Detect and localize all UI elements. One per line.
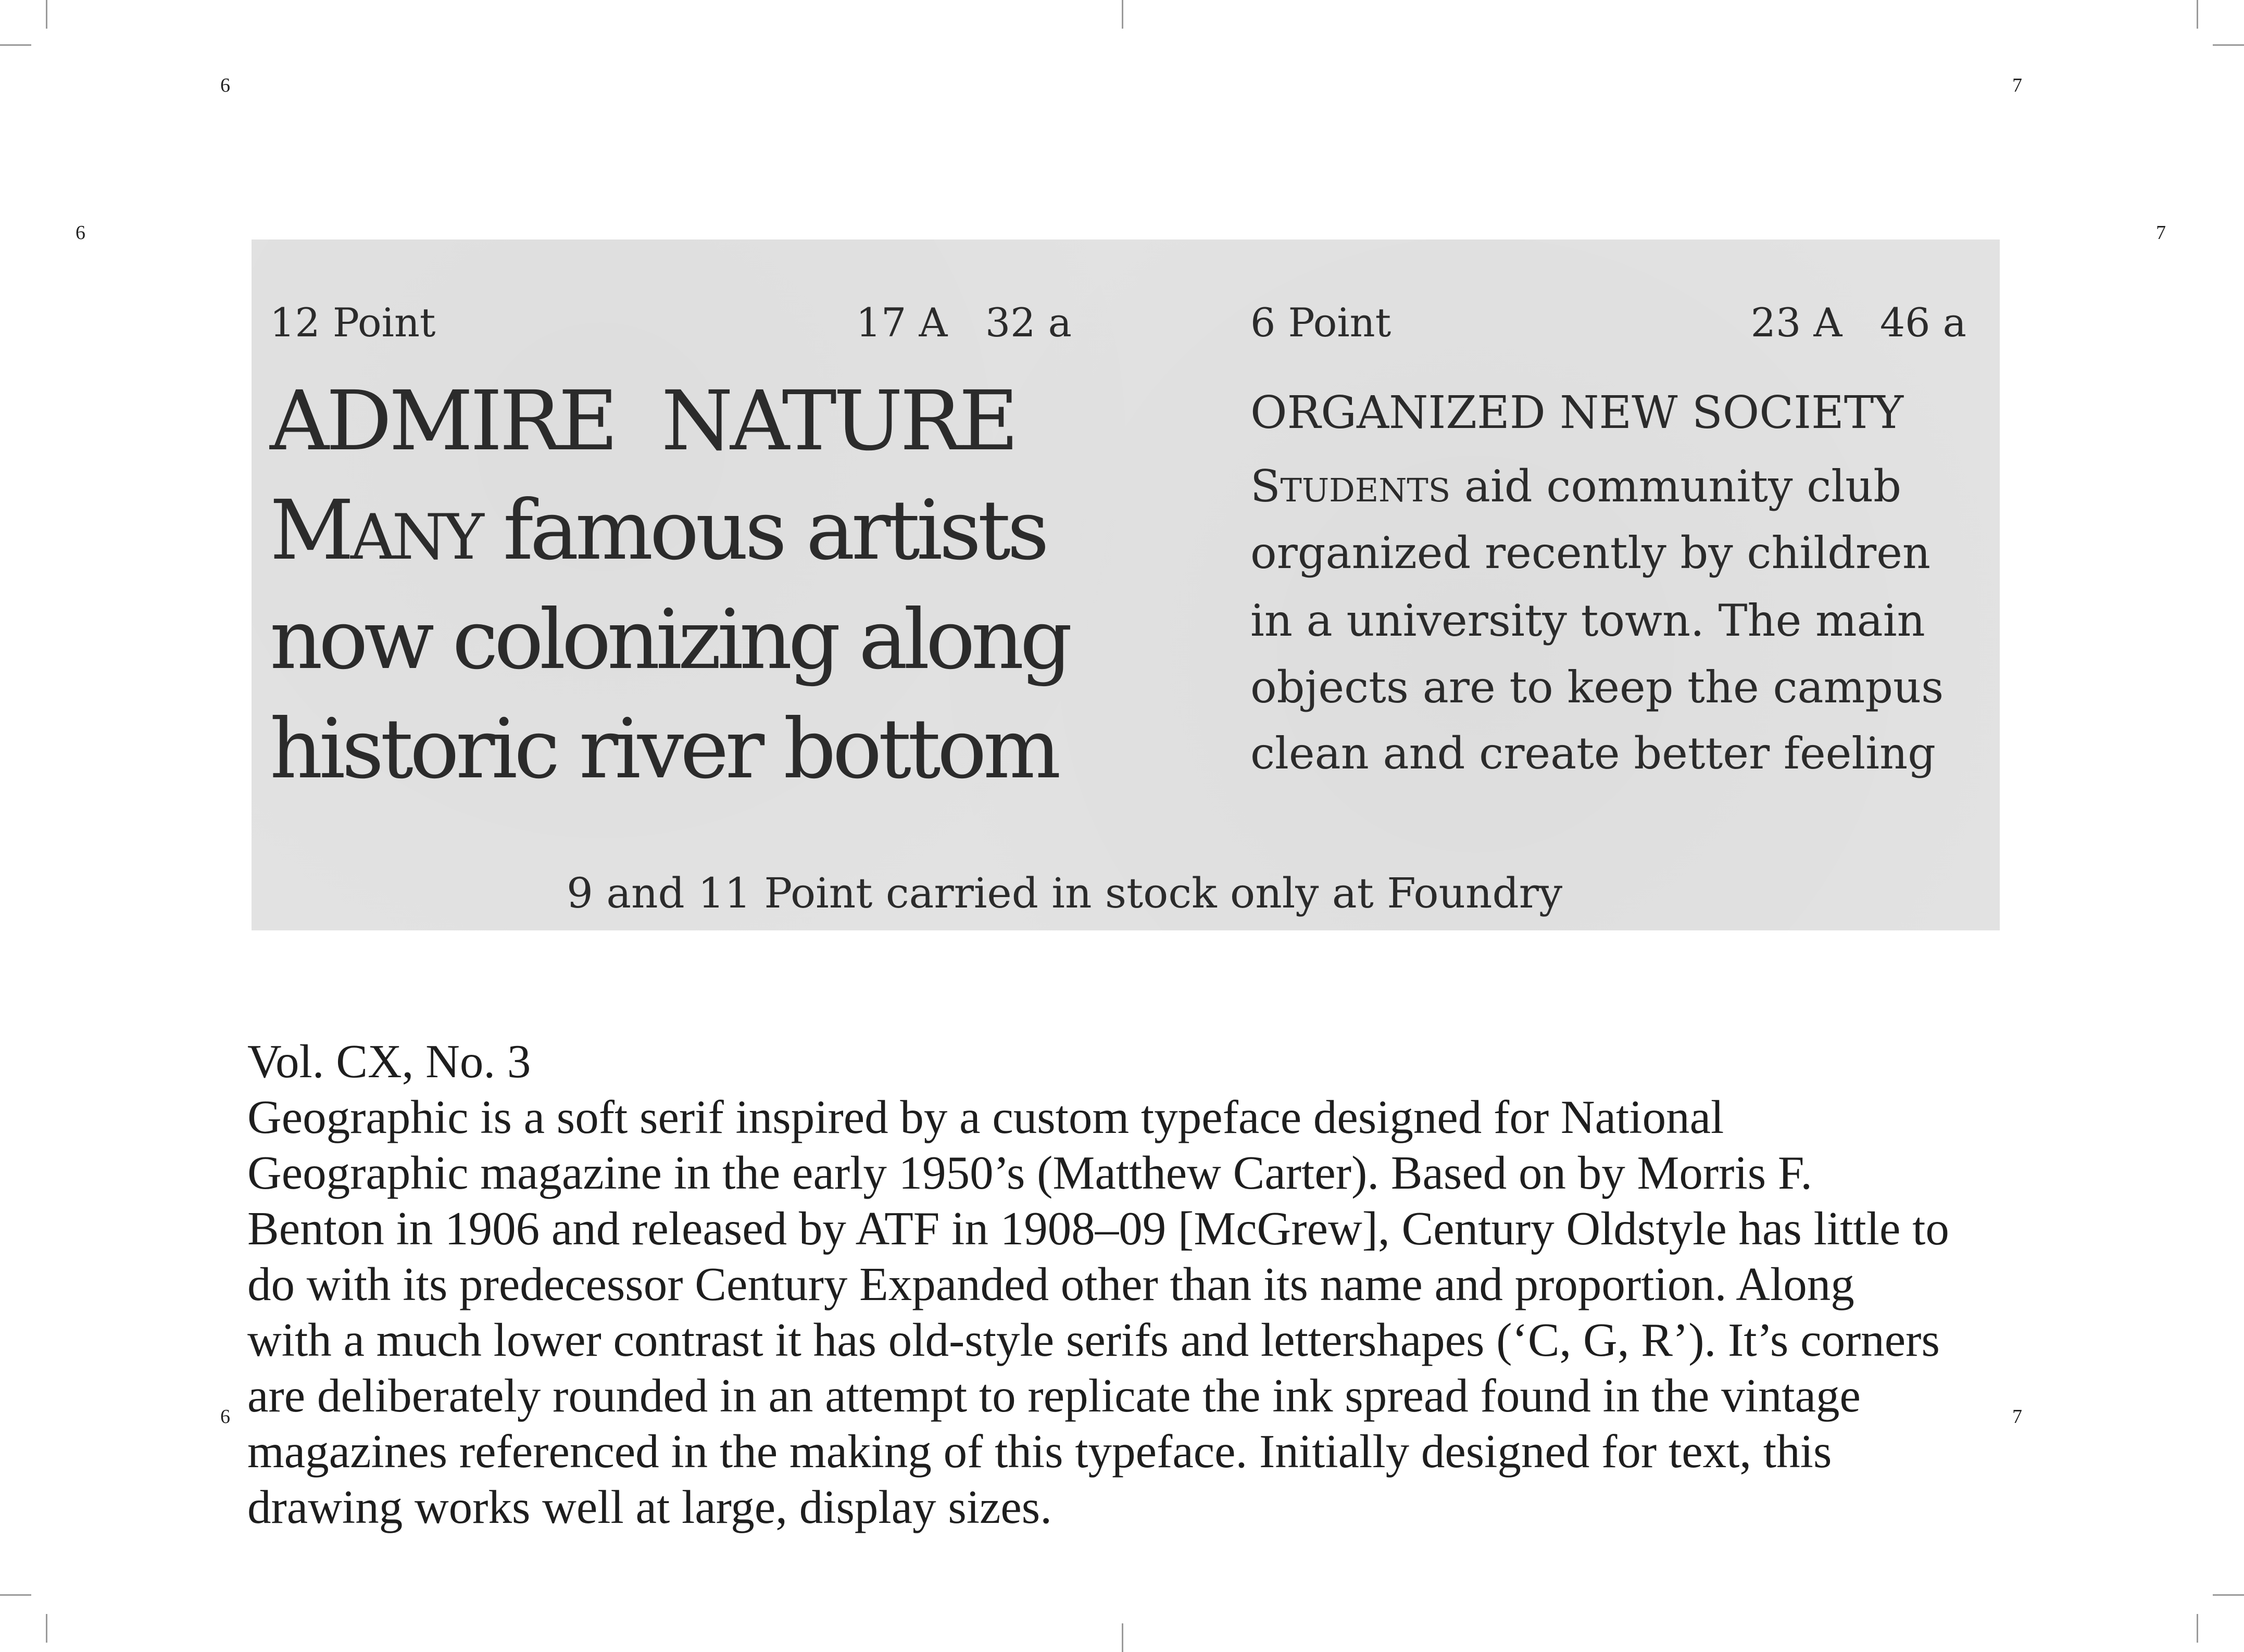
specimen-line: now colonizing along (270, 592, 1069, 688)
crop-mark (46, 1614, 47, 1643)
specimen-header (270, 299, 1072, 346)
caption-line: magazines referenced in the making of this typeface. Initially designed for text, this (247, 1425, 1832, 1478)
caption-line: Geographic magazine in the early 1950’s (Matthew Carter). Based on by Morris F. (247, 1146, 1812, 1199)
small-caps: ANY (350, 501, 481, 574)
crop-mark (1122, 1623, 1123, 1652)
caption-line: Geographic is a soft serif inspired by a custom typeface designed for National (247, 1091, 1724, 1143)
font-count-label: 17 A 32 a (856, 299, 1072, 346)
crop-mark (2213, 1594, 2244, 1596)
caption-block (247, 1033, 2070, 1535)
small-caps: TUDENTS (1280, 471, 1451, 509)
caption-line: with a much lower contrast it has old-style serifs and lettershapes (‘C, G, R’). It’s corners (247, 1314, 1940, 1366)
folio-low-left: 6 (220, 1406, 230, 1428)
caption-heading: Vol. CX, No. 3 (247, 1035, 531, 1088)
specimen-line: in a university town. The main (1250, 595, 1925, 646)
specimen-line: organized recently by children (1250, 527, 1931, 578)
crop-mark (2213, 44, 2244, 46)
caption-line: Benton in 1906 and released by ATF in 1908–09 [McGrew], Century Oldstyle has little to (247, 1202, 1949, 1255)
folio-low-right: 7 (2012, 1406, 2022, 1428)
specimen-line (270, 483, 1046, 578)
point-size-label: 12 Point (270, 299, 436, 346)
small-cap-initial: S (1250, 461, 1281, 512)
folio-top-right: 7 (2012, 74, 2022, 96)
point-size-label: 6 Point (1250, 299, 1391, 346)
crop-mark (0, 1594, 31, 1596)
specimen-line-text: aid community club (1450, 461, 1902, 512)
caption-line: drawing works well at large, display sizes. (247, 1481, 1052, 1533)
caption-line: do with its predecessor Century Expanded other than its name and proportion. Along (247, 1258, 1854, 1310)
crop-mark (1122, 0, 1123, 29)
crop-mark (2197, 0, 2198, 29)
crop-mark (46, 0, 47, 29)
folio-mid-left: 6 (76, 222, 85, 244)
specimen-line-text: famous artists (480, 483, 1046, 578)
specimen-line: objects are to keep the campus (1250, 662, 1944, 713)
specimen-line: ORGANIZED NEW SOCIETY (1250, 387, 1903, 439)
type-specimen-image (252, 239, 2000, 930)
specimen-line (1250, 461, 1902, 512)
specimen-line: clean and create better feeling (1250, 728, 1936, 779)
caption-line: are deliberately rounded in an attempt to replicate the ink spread found in the vintage (247, 1369, 1861, 1422)
crop-mark (0, 44, 31, 46)
crop-mark (2197, 1614, 2198, 1643)
specimen-line: ADMIRE NATURE (270, 373, 1016, 469)
specimen-header (1250, 299, 1966, 346)
folio-mid-right: 7 (2156, 222, 2166, 244)
specimen-line: historic river bottom (270, 701, 1058, 797)
specimen-footer: 9 and 11 Point carried in stock only at Foundry (567, 869, 1563, 917)
folio-top-left: 6 (220, 74, 230, 96)
font-count-label: 23 A 46 a (1750, 299, 1966, 346)
small-cap-initial: M (270, 483, 350, 578)
